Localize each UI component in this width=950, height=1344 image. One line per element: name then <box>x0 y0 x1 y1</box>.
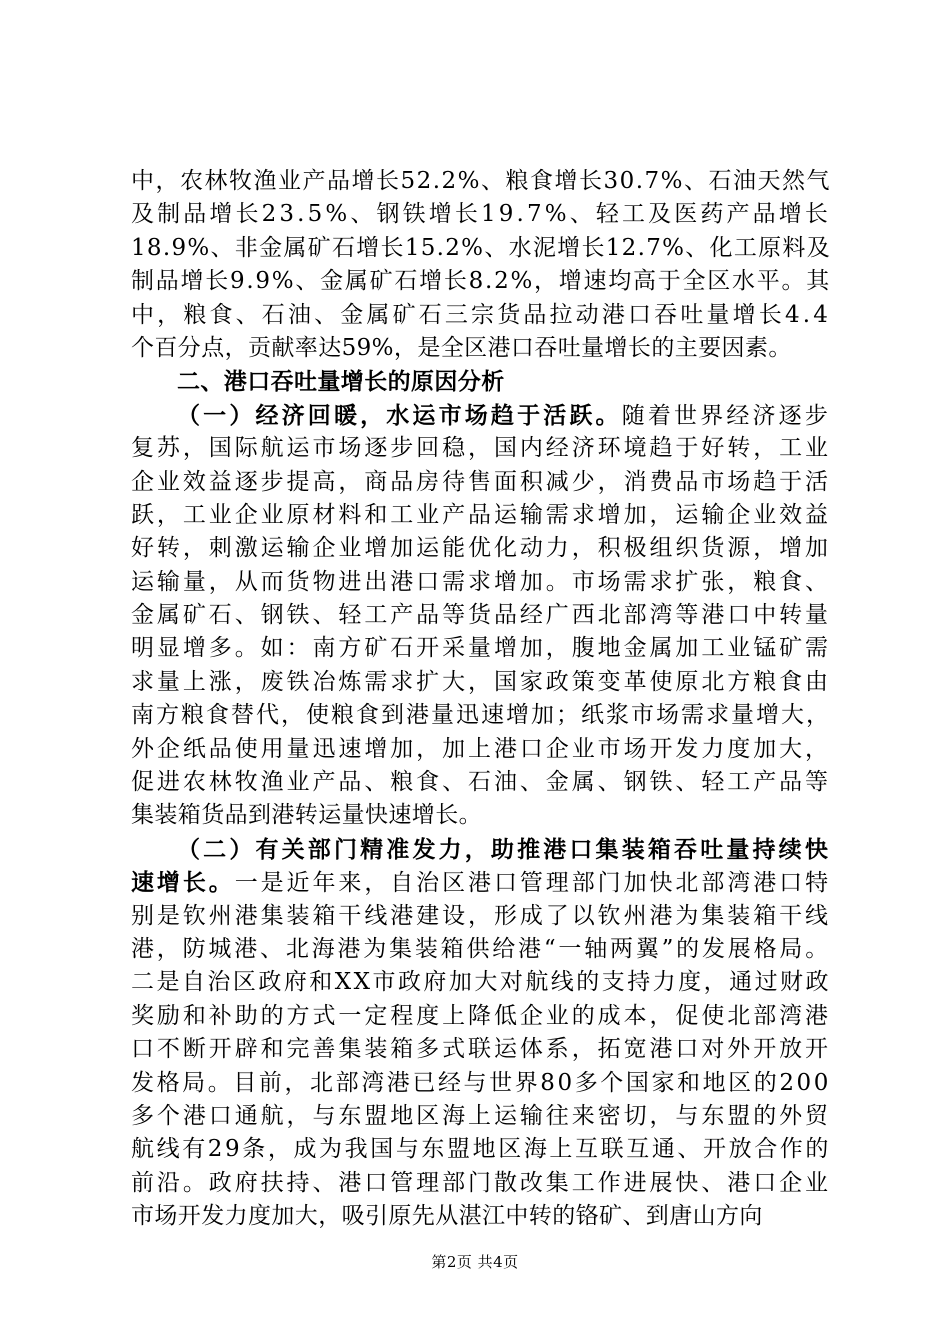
paragraph-text: 复苏，国际航运市场逐步回稳，国内经济环境趋于好转，工业 <box>131 435 831 462</box>
paragraph-text: 外企纸品使用量迅速增加，加上港口企业市场开发力度加大， <box>131 735 831 762</box>
text-line <box>131 1000 831 1033</box>
text-line <box>131 833 831 866</box>
paragraph-text: 求量上涨，废铁冶炼需求扩大，国家政策变革使原北方粮食由 <box>131 668 831 695</box>
bold-heading-text: （二）有关部门精准发力，助推港口集装箱吞吐量持续快 <box>177 835 831 863</box>
paragraph-text: 前沿。政府扶持、港口管理部门散改集工作进展快、港口企业 <box>131 1169 831 1196</box>
document-body <box>131 165 831 1234</box>
section-heading-text: 二、港口吞吐量增长的原因分析 <box>177 368 505 396</box>
text-line <box>131 432 831 465</box>
text-line <box>131 499 831 532</box>
text-line <box>131 1033 831 1066</box>
text-line <box>131 1067 831 1100</box>
text-line <box>131 900 831 933</box>
page-number-footer: 第2页 共4页 <box>431 1253 519 1271</box>
text-line <box>131 599 831 632</box>
paragraph-text: 运输量，从而货物进出港口需求增加。市场需求扩张，粮食、 <box>131 568 831 595</box>
paragraph-text: 中，农林牧渔业产品增长52.2%、粮食增长30.7%、石油天然气 <box>131 168 831 194</box>
paragraph-text: 随着世界经济逐步 <box>621 402 831 429</box>
text-line <box>131 1167 831 1200</box>
text-line <box>131 766 831 799</box>
text-line <box>131 198 831 231</box>
paragraph-text: 及制品增长23.5%、钢铁增长19.7%、轻工及医药产品增长 <box>131 201 831 228</box>
text-line <box>131 566 831 599</box>
bold-heading-text: （一）经济回暖，水运市场趋于活跃。 <box>177 401 622 429</box>
text-line <box>131 399 831 432</box>
paragraph-text: 跃，工业企业原材料和工业产品运输需求增加，运输企业效益 <box>131 501 831 528</box>
paragraph-text: 个百分点，贡献率达59%，是全区港口吞吐量增长的主要因素。 <box>131 334 792 361</box>
text-line <box>131 1133 831 1166</box>
paragraph-text: 一是近年来，自治区港口管理部门加快北部湾港口特 <box>234 870 831 897</box>
paragraph-text: 好转，刺激运输企业增加运能优化动力，积极组织货源，增加 <box>131 535 831 562</box>
text-line <box>131 232 831 265</box>
text-line <box>131 866 831 899</box>
text-line <box>131 1100 831 1133</box>
text-line <box>131 532 831 565</box>
paragraph-text: 奖励和补助的方式一定程度上降低企业的成本，促使北部湾港 <box>131 1002 831 1029</box>
text-line <box>131 966 831 999</box>
text-line <box>131 733 831 766</box>
paragraph-text: 明显增多。如：南方矿石开采量增加，腹地金属加工业锰矿需 <box>131 635 831 662</box>
text-line <box>131 632 831 665</box>
paragraph-text: 航线有29条，成为我国与东盟地区海上互联互通、开放合作的 <box>131 1136 831 1163</box>
paragraph-text: 二是自治区政府和XX市政府加大对航线的支持力度，通过财政 <box>131 969 831 996</box>
paragraph-text: 发格局。目前，北部湾港已经与世界80多个国家和地区的200 <box>131 1069 831 1096</box>
text-line <box>131 165 831 198</box>
paragraph-text: 南方粮食替代，使粮食到港量迅速增加；纸浆市场需求量增大， <box>131 702 831 729</box>
text-line <box>131 666 831 699</box>
text-line <box>131 933 831 966</box>
bold-heading-text: 速增长。 <box>131 869 235 897</box>
paragraph-text: 港，防城港、北海港为集装箱供给港“一轴两翼”的发展格局。 <box>131 935 831 962</box>
paragraph-text: 别是钦州港集装箱干线港建设，形成了以钦州港为集装箱干线 <box>131 902 831 929</box>
text-line <box>131 365 831 398</box>
paragraph-text: 企业效益逐步提高，商品房待售面积减少，消费品市场趋于活 <box>131 468 831 495</box>
paragraph-text: 18.9%、非金属矿石增长15.2%、水泥增长12.7%、化工原料及 <box>131 234 831 261</box>
text-line <box>131 332 831 365</box>
paragraph-text: 促进农林牧渔业产品、粮食、石油、金属、钢铁、轻工产品等 <box>131 769 831 796</box>
paragraph-text: 集装箱货品到港转运量快速增长。 <box>131 802 482 829</box>
paragraph-text: 市场开发力度加大，吸引原先从湛江中转的铬矿、到唐山方向 <box>131 1203 763 1230</box>
paragraph-text: 制品增长9.9%、金属矿石增长8.2%，增速均高于全区水平。其 <box>131 268 831 295</box>
paragraph-text: 多个港口通航，与东盟地区海上运输往来密切，与东盟的外贸 <box>131 1102 831 1129</box>
text-line <box>131 799 831 832</box>
text-line <box>131 699 831 732</box>
paragraph-text: 中，粮食、石油、金属矿石三宗货品拉动港口吞吐量增长4.4 <box>131 301 831 328</box>
text-line <box>131 1200 831 1233</box>
text-line <box>131 466 831 499</box>
paragraph-text: 金属矿石、钢铁、轻工产品等货品经广西北部湾等港口中转量 <box>131 602 831 629</box>
paragraph-text: 口不断开辟和完善集装箱多式联运体系，拓宽港口对外开放开 <box>131 1036 831 1063</box>
text-line <box>131 265 831 298</box>
text-line <box>131 299 831 332</box>
